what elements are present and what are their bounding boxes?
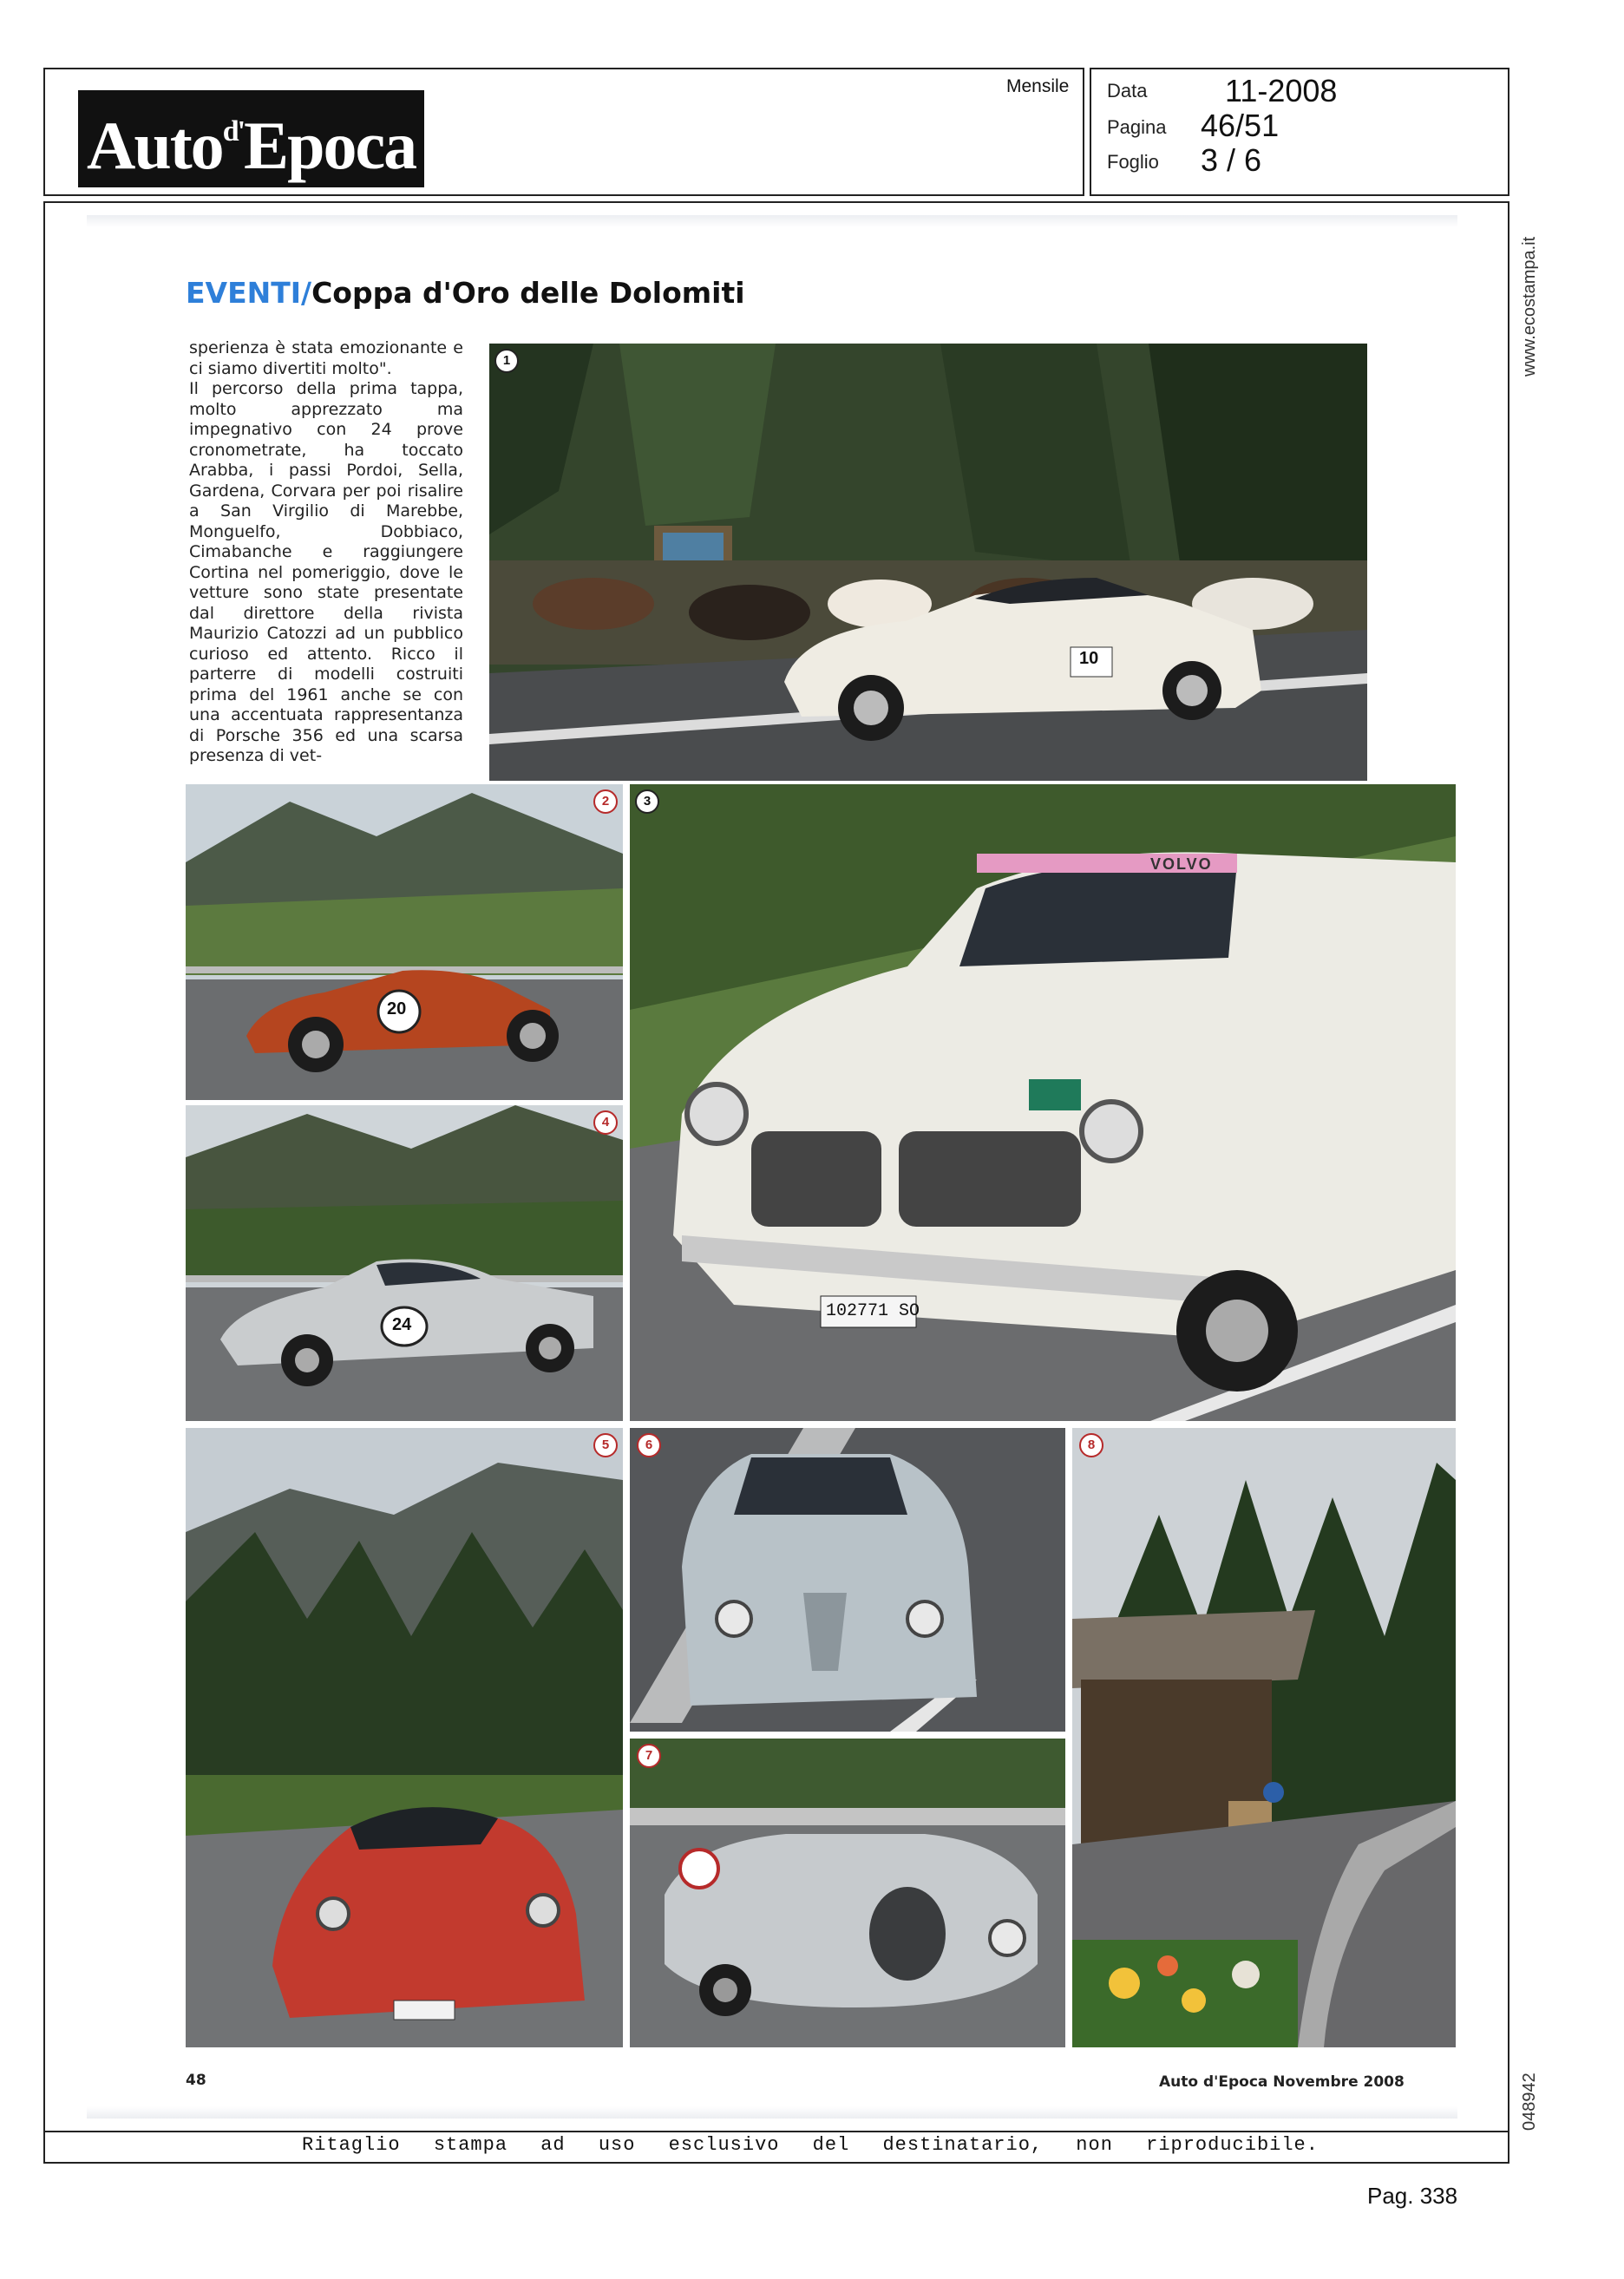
meta-sheet-value: 3 / 6	[1201, 142, 1262, 178]
photo-7	[630, 1739, 1065, 2047]
photo-4	[186, 1105, 623, 1421]
photo-1-plate: 10	[1079, 649, 1099, 668]
photo-3-plate: 102771 SO	[826, 1301, 920, 1321]
page-shadow-bottom	[87, 2106, 1457, 2119]
photo-3-number: 3	[635, 789, 659, 814]
photo-8	[1072, 1428, 1456, 2047]
side-code-label: 048942	[1520, 2073, 1539, 2131]
photo-5-image	[186, 1428, 623, 2047]
frequency-label: Mensile	[1006, 76, 1070, 96]
article-kicker	[186, 276, 745, 310]
photo-5	[186, 1428, 623, 2047]
photo-8-number: 8	[1079, 1433, 1103, 1457]
photo-7-number: 7	[637, 1744, 661, 1768]
meta-page-label: Pagina	[1107, 116, 1167, 138]
photo-6	[630, 1428, 1065, 1732]
photo-6-number: 6	[637, 1433, 661, 1457]
photo-2-image	[186, 784, 623, 1100]
kicker-title: Coppa d'Oro delle Dolomiti	[311, 276, 745, 310]
photo-4-plate: 24	[392, 1315, 412, 1334]
photo-1-image	[489, 344, 1367, 781]
publication-logo: Auto$^{d'}$Epoca	[78, 90, 424, 187]
photo-1-number: 1	[494, 349, 519, 373]
issue-label: Auto d'Epoca Novembre 2008	[1159, 2073, 1405, 2091]
photo-3	[630, 784, 1456, 1421]
photo-1	[489, 344, 1367, 781]
photo-4-image	[186, 1105, 623, 1421]
meta-date-value: 11-2008	[1225, 73, 1338, 108]
meta-page-value: 46/51	[1201, 108, 1280, 143]
photo-3-image	[630, 784, 1456, 1421]
clip-notice: Ritaglio stampa ad uso esclusivo del destinatario, non riproducibile.	[302, 2134, 1319, 2156]
page-number: 48	[186, 2072, 206, 2089]
photo-6-image	[630, 1428, 1065, 1732]
pag-label: Pag. 338	[1367, 2183, 1458, 2209]
clip-notice-divider	[45, 2131, 1508, 2132]
meta-date-label: Data	[1107, 80, 1148, 102]
kicker-section: EVENTI/	[186, 276, 312, 310]
photo-2-plate: 20	[387, 999, 407, 1018]
page-shadow-top	[87, 215, 1457, 227]
photo-2	[186, 784, 623, 1100]
photo-3-brand: VOLVO	[1150, 855, 1213, 873]
photo-4-number: 4	[593, 1110, 618, 1135]
photo-7-image	[630, 1739, 1065, 2047]
photo-8-image	[1072, 1428, 1456, 2047]
meta-sheet-label: Foglio	[1107, 151, 1159, 173]
photo-5-number: 5	[593, 1433, 618, 1457]
article-body: sperienza è stata emozionante e ci siamo divertiti molto". Il percorso della prima tappa, molto apprezzato ma impegnativo con 24 prove cronometrate, ha toccato Arabba, i passi Pordoi, Sella, Gardena, Corvara per poi risalire a San Virgilio di Marebbe, Monguelfo, Dobbiaco, Cimabanche e raggiungere Cortina nel pomeriggio, dove le vetture sono state presentate dal direttore della rivista Maurizio Catozzi ad un pubblico curioso ed attento. Ricco il parterre di modelli costruiti prima del 1961 anche se con una accentuata rappresentanza di Porsche 356 ed una scarsa presenza di vet-	[189, 338, 463, 765]
side-site-label: www.ecostampa.it	[1520, 236, 1539, 377]
photo-2-number: 2	[593, 789, 618, 814]
